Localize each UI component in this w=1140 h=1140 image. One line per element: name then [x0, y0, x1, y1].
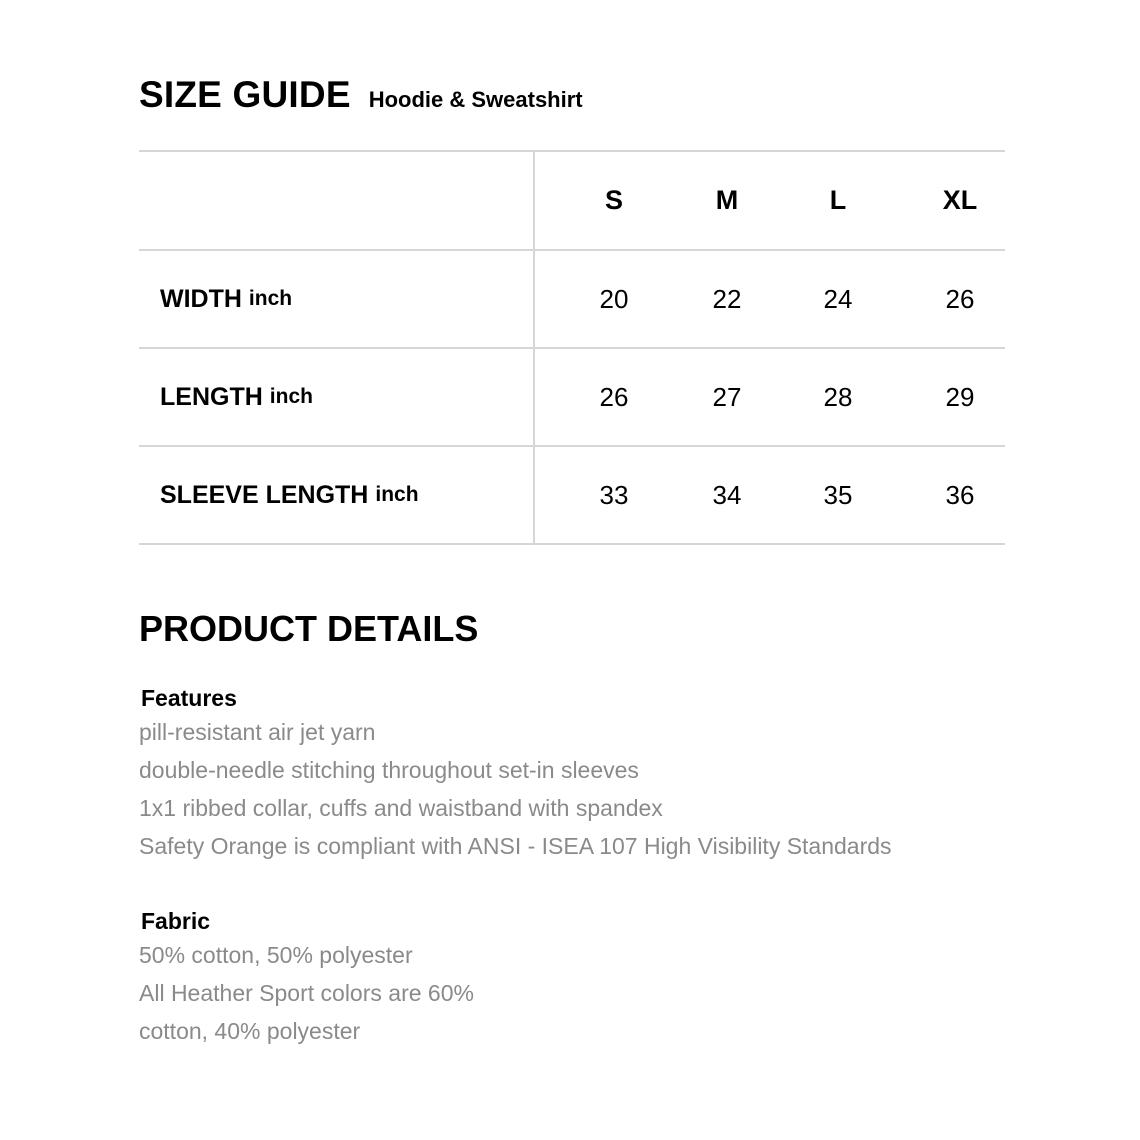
size-guide-title: SIZE GUIDE: [139, 74, 351, 115]
fabric-title: Fabric: [141, 908, 211, 934]
size-row-label: [139, 349, 535, 445]
size-value: 20: [599, 283, 629, 314]
size-table: [139, 150, 1005, 545]
feature-line: double-needle stitching throughout set-in sleeves: [139, 757, 639, 783]
size-table-header-row: [139, 152, 1005, 251]
size-row-width: [139, 251, 1005, 349]
size-row-length: [139, 349, 1005, 447]
features-section: [139, 683, 892, 865]
feature-line: Safety Orange is compliant with ANSI - ISEA 107 High Visibility Standards: [139, 833, 892, 859]
size-value: 27: [712, 381, 742, 412]
measurement-name: LENGTH: [160, 382, 263, 411]
size-value: 22: [712, 283, 742, 314]
size-value: 34: [712, 479, 742, 510]
size-value: 36: [945, 479, 975, 510]
fabric-section: [139, 906, 474, 1050]
size-header-xl: XL: [942, 185, 978, 215]
size-row-sleeve-length: [139, 447, 1005, 545]
fabric-line: 50% cotton, 50% polyester: [139, 942, 413, 968]
size-table-corner-cell: [139, 152, 535, 249]
size-row-label: [139, 447, 535, 543]
product-details-title: PRODUCT DETAILS: [139, 608, 479, 649]
size-header-m: M: [715, 185, 739, 215]
measurement-name: WIDTH: [160, 284, 242, 313]
feature-line: pill-resistant air jet yarn: [139, 719, 376, 745]
features-title: Features: [141, 685, 237, 711]
size-value: 24: [823, 283, 853, 314]
feature-line: 1x1 ribbed collar, cuffs and waistband with spandex: [139, 795, 663, 821]
size-value: 33: [599, 479, 629, 510]
size-guide-subtitle: Hoodie & Sweatshirt: [368, 87, 583, 112]
fabric-line: All Heather Sport colors are 60%: [139, 980, 474, 1006]
size-header-l: L: [829, 185, 847, 215]
size-value: 26: [945, 283, 975, 314]
measurement-unit: inch: [269, 385, 313, 408]
measurement-name: SLEEVE LENGTH: [160, 480, 369, 509]
fabric-line: cotton, 40% polyester: [139, 1018, 361, 1044]
size-value: 26: [599, 381, 629, 412]
size-header-s: S: [604, 185, 623, 215]
size-guide-header: [139, 74, 583, 116]
size-row-label: [139, 251, 535, 347]
size-value: 35: [823, 479, 853, 510]
size-value: 28: [823, 381, 853, 412]
size-value: 29: [945, 381, 975, 412]
measurement-unit: inch: [248, 287, 293, 310]
measurement-unit: inch: [375, 483, 419, 506]
